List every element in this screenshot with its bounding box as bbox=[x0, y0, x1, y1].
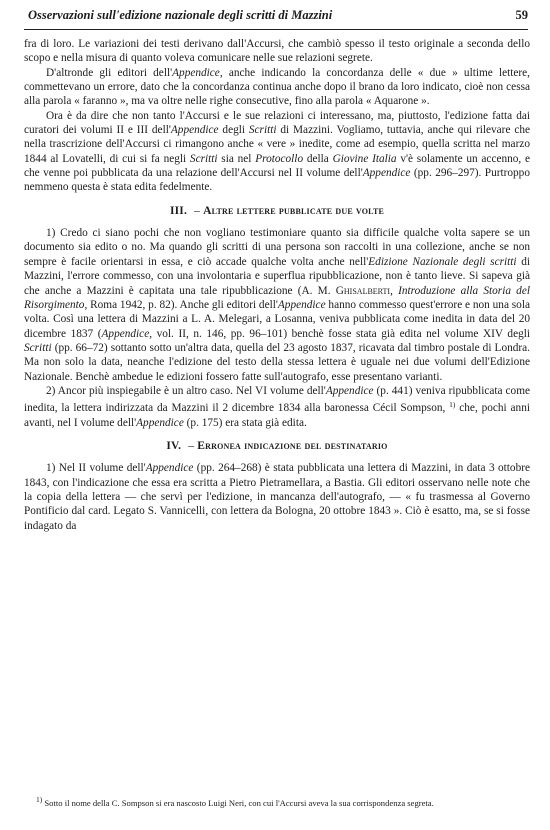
italic-title: Appendice bbox=[172, 66, 220, 79]
paragraph bbox=[24, 461, 530, 533]
text-run: (pp. 66–72) sottanto sotto un'altra data, quella del 23 agosto 1837, ricavata dal timbro postale di Londra. Ma non solo la data, neanche l'edizione del testo della stessa lettera è uguale nei due volumi dell'Edizione Nazionale. Benchè ambedue le edizioni fossero fatte sull'autografo, esse presentano varianti. bbox=[24, 341, 530, 383]
text-run: (pp. 296–297). Purtroppo nemmeno questa è stata edita fedelmente. bbox=[24, 167, 530, 194]
paragraph bbox=[24, 109, 530, 195]
text-run: , bbox=[390, 284, 399, 297]
text-run: 2) Ancor più inspiegabile è un altro caso. Nel VI volume dell' bbox=[46, 384, 326, 397]
text-run: 1) Credo ci siano pochi che non vogliano testimoniare quanto sia difficile qualche volta sapere se un documento sia edito o no. Ma quando gli scritti di una persona son raccolti in una collezione, anche se non sempre è facile orientarsi in essa, e ciò accade qualche volta anche nell' bbox=[24, 227, 530, 268]
paragraph bbox=[24, 384, 530, 430]
header-rule bbox=[24, 29, 528, 30]
text-run: 1) Nel II volume dell' bbox=[46, 462, 146, 475]
section-number: III. bbox=[169, 204, 188, 217]
text-run: degli bbox=[218, 124, 249, 137]
italic-title: Giovine Italia bbox=[332, 152, 397, 165]
paragraph bbox=[24, 37, 530, 66]
italic-title: Appendice bbox=[170, 124, 219, 137]
footnote-reference[interactable]: 1) bbox=[449, 400, 456, 410]
text-run: che, pochi anni avanti, nel I volume dell' bbox=[24, 402, 530, 429]
italic-title: Appendice bbox=[136, 416, 184, 429]
author-name: Ghisalberti bbox=[335, 284, 391, 297]
footnote bbox=[24, 794, 530, 809]
page-number: 59 bbox=[515, 8, 528, 22]
italic-title: Appendice bbox=[362, 167, 411, 180]
section-number: IV. bbox=[166, 439, 182, 452]
text-run: di Mazzini, l'errore commesso, con una involontaria e superflua ripubblicazione, non è tanto lieve. Si sapeva già che anche a Mazzini è capitata una tale ripubblicazione (A. M. bbox=[24, 255, 530, 297]
text-run: di Mazzini. Vogliamo, tuttavia, anche qui rilevare che nella trascrizione dell'Accursi ci rimangono anche « vere » inedite, come ad esempio, quella scritta nel marzo 1844 al Lovatelli, di cui si fa negli bbox=[24, 124, 530, 165]
body-text bbox=[24, 37, 530, 533]
text-run: hanno commesso quest'errore e non una sola volta. Così una lettera di Mazzini a L. A. Melegari, a Losanna, veniva pubblicata come inedita in data del 20 dicembre 1837 ( bbox=[24, 298, 530, 340]
text-run: della bbox=[303, 152, 333, 165]
running-head bbox=[24, 8, 528, 26]
paragraph bbox=[24, 226, 530, 384]
section-separator: – bbox=[191, 204, 204, 217]
section-title: Erronea indicazione del destinatario bbox=[197, 439, 388, 452]
text-run: , anche indicando la concordanza delle « due » ultime lettere, commettevano un errore, dato che la concordanza continua anche dopo il brano da loro indicato, cioè non cessa alla parola « faranno », ma va oltre nelle righe consecutive, fino alla parola « Aquarone ». bbox=[24, 66, 531, 108]
footnote-text: Sotto il nome della C. Sompson si era nascosto Luigi Neri, con cui l'Accursi aveva la sua corrispondenza segreta. bbox=[44, 798, 434, 808]
italic-title: Appendice bbox=[145, 462, 194, 475]
text-run: v'è solamente un accenno, e che venne poi pubblicata da una relazione dell'Accursi nel II volume dell' bbox=[24, 152, 531, 180]
text-run: Ora è da dire che non tanto l'Accursi e le sue relazioni ci interessano, ma, piuttosto, l'edizione fatta dai curatori dei volumi II e III dell' bbox=[24, 109, 530, 137]
italic-title: Scritti bbox=[248, 124, 277, 137]
paragraph bbox=[24, 66, 530, 109]
italic-title: Appendice bbox=[277, 298, 326, 311]
text-run: (pp. 264–268) è stata pubblicata una lettera di Mazzini, in data 3 ottobre 1843, con l'indicazione che essa era scritta a Pietro Pietramellara, a Bastia. Gli editori osservano nelle note che la copia della lettera — che servì per l'edizione, in mancanza dell'autografo, — « fu trasmessa al Governo Pontificio dal card. Legato S. Vannicelli, con lettera da Bologna, 20 ottobre 1843 ». Ciò è esatto, ma, se si fosse indagato da bbox=[24, 462, 530, 532]
text-run: , vol. II, n. 146, pp. 96–101) benchè fosse stata già edita nel volume XIV degli bbox=[149, 327, 531, 340]
footnote-mark: 1) bbox=[36, 795, 43, 804]
text-run: (p. 175) era stata già edita. bbox=[183, 416, 307, 429]
italic-title: Appendice bbox=[101, 327, 150, 340]
section-title: Altre lettere pubblicate due volte bbox=[203, 204, 385, 217]
text-run: , Roma 1942, p. 82). Anche gli editori dell' bbox=[84, 298, 278, 311]
text-run: sia nel bbox=[217, 152, 256, 165]
text-run: D'altronde gli editori dell' bbox=[46, 66, 173, 79]
section-heading bbox=[24, 439, 530, 453]
running-head-title: Osservazioni sull'edizione nazionale degli scritti di Mazzini bbox=[28, 8, 333, 22]
italic-title: Protocollo bbox=[255, 152, 304, 165]
text-run: (p. 441) veniva ripubblicata come inedita, la lettera indirizzata da Mazzini il 2 dicembre 1834 alla baronessa Cécil Sompson, bbox=[24, 384, 531, 415]
italic-title: Edizione Nazionale degli scritti bbox=[368, 255, 517, 268]
paragraph-text: fra di loro. Le variazioni dei testi derivano dall'Accursi, che cambiò spesso il testo originale a seconda dello scopo e nella misura di quanto voleva comunicare nelle sue relazioni segrete. bbox=[24, 38, 530, 65]
section-separator: – bbox=[185, 439, 198, 452]
italic-title: Scritti bbox=[24, 341, 52, 354]
italic-title: Introduzione alla Storia del Risorgimento bbox=[24, 284, 530, 311]
italic-title: Scritti bbox=[189, 152, 218, 165]
section-heading bbox=[24, 204, 530, 218]
italic-title: Appendice bbox=[325, 384, 374, 397]
